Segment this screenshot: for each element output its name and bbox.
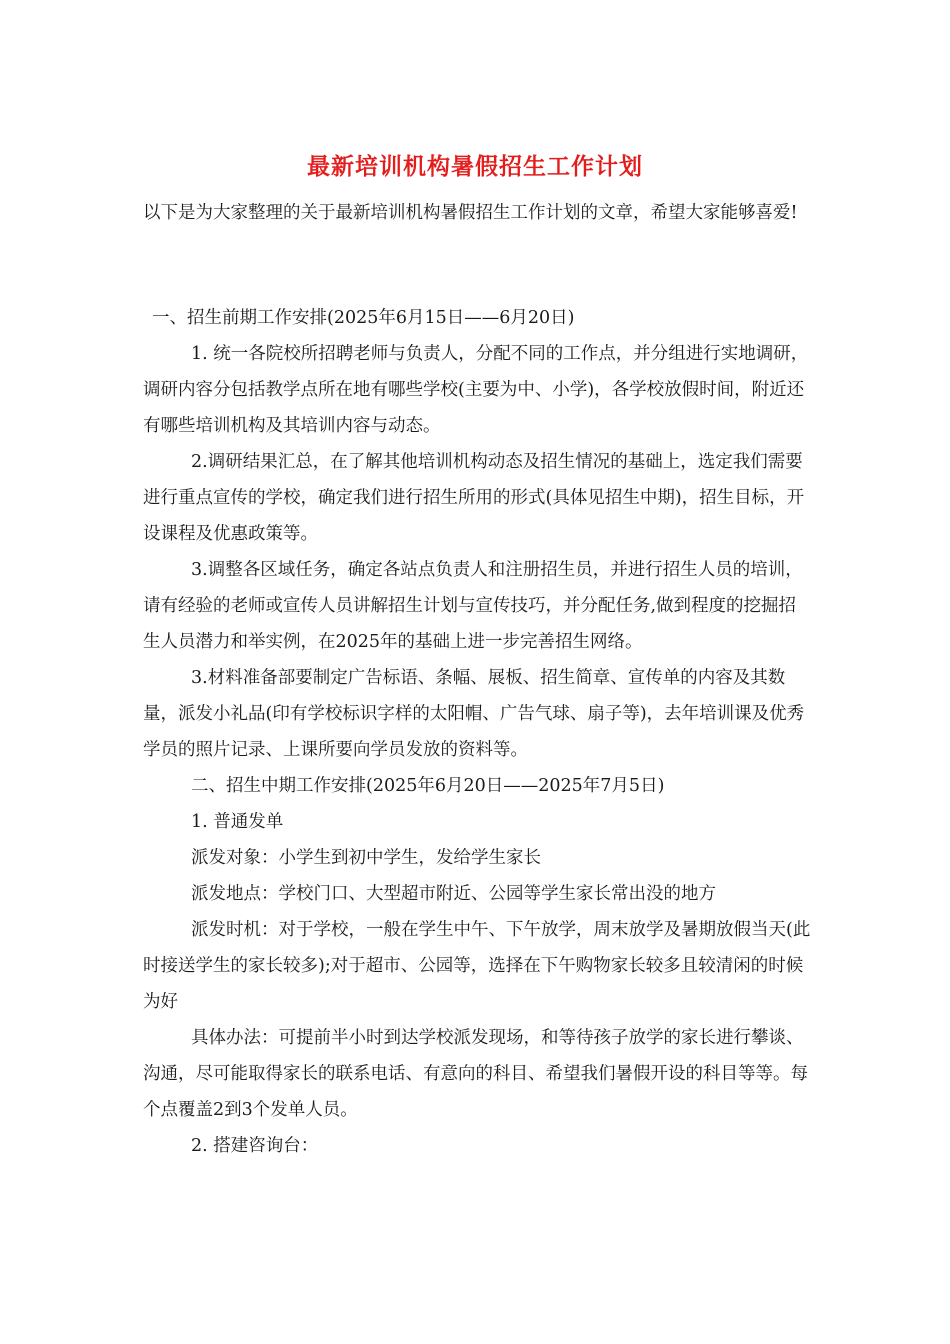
sub-heading-1: 1. 普通发单 bbox=[191, 812, 284, 832]
distribution-timing: 派发时机：对于学校，一般在学生中午、下午放学，周末放学及暑期放假当天(此时接送学生的家长较多);对于超市、公园等，选择在下午购物家长较多且较清闲的时候为好 bbox=[143, 920, 811, 1012]
distribution-target: 派发对象：小学生到初中学生，发给学生家长 bbox=[191, 848, 541, 868]
document-body bbox=[143, 300, 811, 1164]
section-heading-1: 一、招生前期工作安排(2025年6月15日——6月20日) bbox=[152, 308, 575, 328]
distribution-location: 派发地点：学校门口、大型超市附近、公园等学生家长常出没的地方 bbox=[191, 884, 716, 904]
intro-paragraph: 以下是为大家整理的关于最新培训机构暑假招生工作计划的文章，希望大家能够喜爱! bbox=[143, 203, 798, 223]
sub-heading-2: 2. 搭建咨询台： bbox=[191, 1136, 319, 1156]
list-item-2: 2.调研结果汇总，在了解其他培训机构动态及招生情况的基础上，选定我们需要进行重点宣传的学校，确定我们进行招生所用的形式(具体见招生中期)，招生目标，开设课程及优惠政策等。 bbox=[143, 452, 805, 544]
list-item-1: 1. 统一各院校所招聘老师与负责人，分配不同的工作点，并分组进行实地调研，调研内容分包括教学点所在地有哪些学校(主要为中、小学)，各学校放假时间，附近还有哪些培训机构及其培训内容与动态。 bbox=[143, 344, 809, 436]
section-heading-2: 二、招生中期工作安排(2025年6月20日——2025年7月5日) bbox=[191, 776, 665, 796]
page-title: 最新培训机构暑假招生工作计划 bbox=[307, 154, 643, 180]
list-item-3: 3.调整各区域任务，确定各站点负责人和注册招生员，并进行招生人员的培训，请有经验的老师或宣传人员讲解招生计划与宣传技巧，并分配任务,做到程度的挖掘招生人员潜力和举实例，在2025年的基础上进一步完善招生网络。 bbox=[143, 560, 803, 652]
specific-method: 具体办法：可提前半小时到达学校派发现场，和等待孩子放学的家长进行攀谈、沟通，尽可能取得家长的联系电话、有意向的科目、希望我们暑假开设的科目等等。每个点覆盖2到3个发单人员。 bbox=[143, 1028, 808, 1120]
list-item-3b: 3.材料准备部要制定广告标语、条幅、展板、招生简章、宣传单的内容及其数量，派发小礼品(印有学校标识字样的太阳帽、广告气球、扇子等)，去年培训课及优秀学员的照片记录、上课所要向学员发放的资料等。 bbox=[143, 668, 805, 760]
